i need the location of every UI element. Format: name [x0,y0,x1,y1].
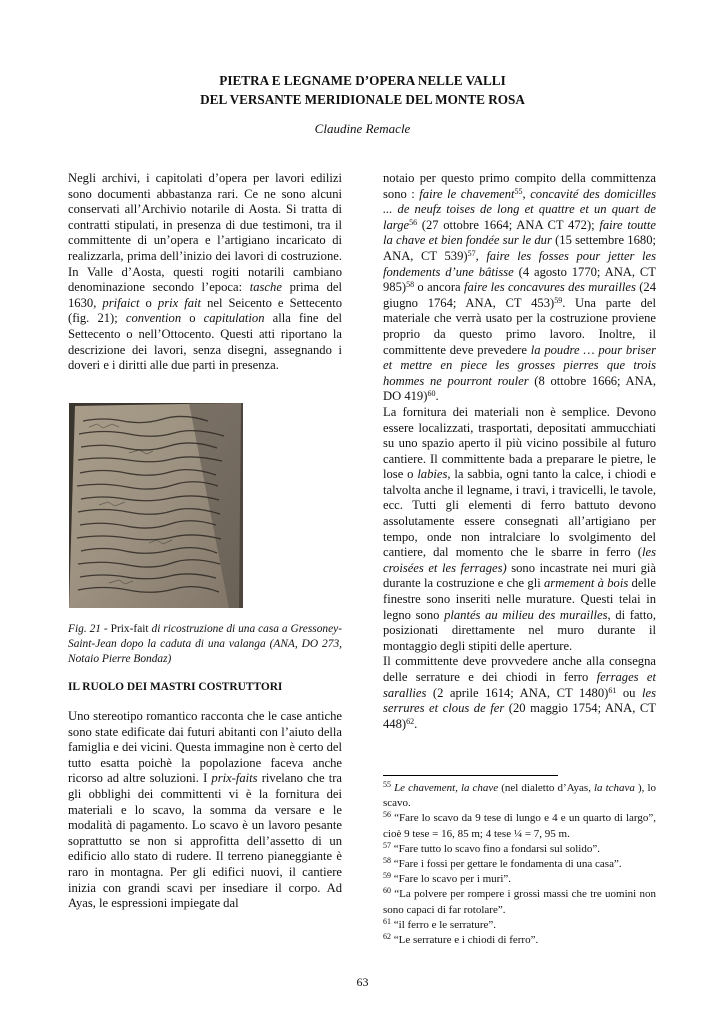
section-paragraph: Uno stereotipo romantico racconta che le case antiche sono state edificate dai futuri abitanti con l’aiuto della famiglia e dei vicini. Questa immagine non è certo del tutto esatta poichè la popolazione faceva anche ricorso ad altre soluzioni. I prix-faits rivelano che tra gli obblighi dei committenti vi è la fornitura dei materiali e lo scavo, la somma da versare e le modalità di pagamento. Lo scavo è un lavoro pesante soprattutto se non si approfitta dell’assetto di un edificio allo stato di rudere. Il terreno pianeggiante è raro in montagna. Per gli edifici nuovi, il cantiere inizia con grandi scavi per insediare il corpo. Ad Ayas, le espressioni impiegate dal [68,709,342,911]
footnote-ref-60[interactable]: 60 [427,389,436,399]
title-line-2: DEL VERSANTE MERIDIONALE DEL MONTE ROSA [200,92,525,107]
footnote-ref-59[interactable]: 59 [554,295,563,305]
footnote-61: $^{61}$ “il ferro e le serrature”. [383,916,497,931]
figure-caption: Fig. 21 - Prix-fait di ricostruzione di una casa a Gressoney-Saint-Jean dopo la caduta di una valanga (ANA, DO 273, Notaio Pierre Bondaz) [68,623,342,665]
right-paragraph-1: notaio per questo primo compito della committenza sono : faire le chavement$^{55}$, concavité des domicilles ... de neufz toises de long et quattre et un quart de large$^{56}$ (27 ottobre 1664; ANA CT 472); faire toutte la chave et bien fondée sur le dur (15 settembre 1680; ANA, CT 539)$^{57}$, faire les fosses pour jetter les fondements d’une bâtisse (4 agosto 1770; ANA, CT 985)$^{58}$ o ancora faire les concavures des murailles (24 giugno 1764; ANA, CT 453)$^{59}$. Una parte del materiale che verrà usato per la costruzione proviene proprio da questo primo lavoro. Inoltre, il committente deve prevedere la poudre … pour briser et mettre en piece les grosses pierres que trois hommes ne pourront rouler (8 ottobre 1666; ANA, DO 419)$^{60}$. [383,171,657,404]
right-paragraph-3: Il committente deve provvedere anche alla consegna delle serrature e dei chiodi in ferro ferrages et sarallies (2 aprile 1614; ANA, CT 1480)$^{61}$ ou les serrures et clous de fer (20 maggio 1754; ANA, CT 448)$^{62}$. [383,654,656,731]
footnote-58: $^{58}$ “Fare i fossi per gettare le fondamenta di una casa”. [383,856,622,871]
footnote-59: $^{59}$ “Fare lo scavo per i muri”. [383,871,512,886]
title-line-1: PIETRA E LEGNAME D’OPERA NELLE VALLI [219,73,506,88]
page-number: 63 [356,975,369,989]
footnote-ref-55[interactable]: 55 [514,186,523,196]
author-name: Claudine Remacle [314,121,411,136]
right-column-text [383,171,656,732]
footnote-60: $^{60}$ “La polvere per rompere i grossi massi che tre uomini non sono capaci di far rotolare”. [383,886,656,916]
footnote-55: $^{55}$ Le chavement, la chave (nel dialetto d’Ayas, la tchava ), lo scavo. [383,780,657,810]
article-title [0,71,725,109]
intro-paragraph: Negli archivi, i capitolati d’opera per lavori edilizi sono documenti abbastanza rari. Ce ne sono alcuni conservati all’Archivio notarile di Aosta. Si tratta di contratti stipulati, in presenza di due testimoni, tra il committente di un’opera e l’artigiano incaricato di realizzarla, prima dell’inizio dei lavori di costruzione. In Valle d’Aosta, questi rogiti notarili cambiano denominazione secondo l’epoca: tasche prima del 1630, prifaict o prix fait nel Seicento e Settecento (fig. 21); convention o capitulation alla fine del Settecento o nell’Ottocento. Questi atti riportano la descrizione dei lavori, senza disegni, assegnando i doveri e i diritti alle due parti in presenza. [68,171,343,373]
footnote-ref-61[interactable]: 61 [608,685,617,695]
footnotes [383,781,656,948]
footnote-ref-58[interactable]: 58 [406,280,415,290]
footnote-57: $^{57}$ “Fare tutto lo scavo fino a fondarsi sul solido”. [383,840,600,855]
footnote-ref-56[interactable]: 56 [409,217,418,227]
footnote-ref-62[interactable]: 62 [406,716,415,726]
footnote-ref-57[interactable]: 57 [467,248,476,258]
footnote-62: $^{62}$ “Le serrature e i chiodi di ferro”. [383,932,539,947]
footnote-divider [383,775,558,776]
section-heading: IL RUOLO DEI MASTRI COSTRUTTORI [68,681,283,693]
right-paragraph-2: La fornitura dei materiali non è semplice. Devono essere localizzati, trasportati, depositati ammucchiati su uno spazio aperto il più vicino possibile al futuro cantiere. Il committente bada a preparare le pietre, le lose o labies, la sabbia, ogni tanto la calce, i chiodi e talvolta anche il legname, i travi, i travicelli, le tavole, ecc. Tutti gli elementi di ferro battuto devono assolutamente essere consegnati all’artigiano per tempo, onde non intralciare lo svolgimento del cantiere, dal momento che le sbarre in ferro (les croisées et les ferrages) sono incastrate nei muri già durante la costruzione e che gli armement à bois delle finestre sono inseriti nelle murature. Questi telai in legno sono plantés au milieu des murailles, di fatto, posizionati direttamente nel muro durante il montaggio degli stipiti delle aperture. [383,404,656,653]
manuscript-photo [69,403,243,608]
footnote-56: $^{56}$ “Fare lo scavo da 9 tese di lungo e 4 e un quarto di largo”, cioè 9 tese = 16, 85 m; 4 tese ¼ = 7, 95 m. [383,810,656,840]
